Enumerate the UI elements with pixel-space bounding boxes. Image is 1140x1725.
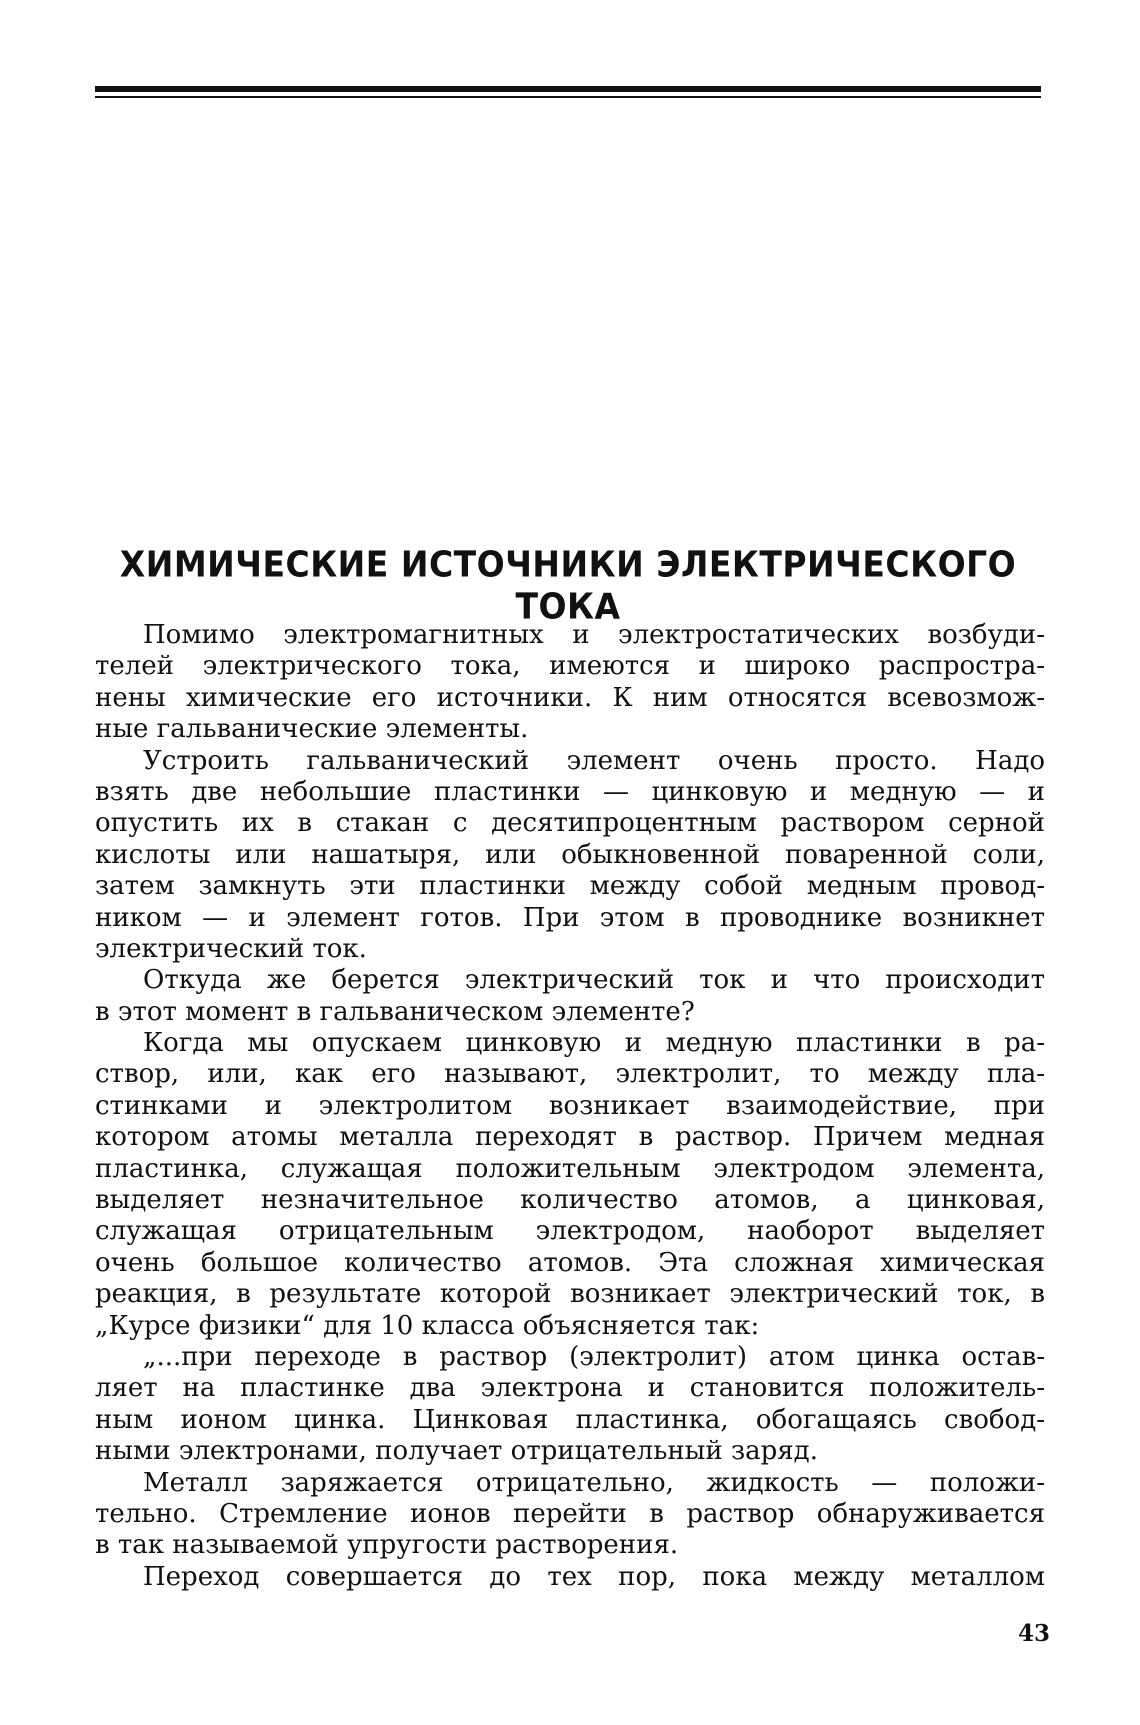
text-line: стинками и электролитом возникает взаимодействие, при <box>95 1090 1045 1121</box>
text-line: ником — и элемент готов. При этом в проводнике возникнет <box>95 902 1045 933</box>
text-line: створ, или, как его называют, электролит, то между пла- <box>95 1059 1045 1090</box>
paragraph <box>95 1028 1045 1342</box>
paragraph <box>95 620 1045 746</box>
text-line: „...при переходе в раствор (электролит) атом цинка остав- <box>143 1341 1045 1372</box>
text-line: Переход совершается до тех пор, пока между металлом <box>143 1561 1045 1592</box>
text-line: „Курсе физики“ для 10 класса объясняется так: <box>95 1310 760 1341</box>
text-line: нены химические его источники. К ним относятся всевозмож- <box>95 682 1045 713</box>
text-line: очень большое количество атомов. Эта сложная химическая <box>95 1247 1045 1278</box>
text-line: опустить их в стакан с десятипроцентным раствором серной <box>95 808 1045 839</box>
text-line: Устроить гальванический элемент очень просто. Надо <box>143 745 1045 776</box>
text-line: служащая отрицательным электродом, наоборот выделяет <box>95 1216 1045 1247</box>
paragraph <box>95 1468 1045 1562</box>
page-number: 43 <box>1018 1620 1051 1647</box>
text-line: Помимо электромагнитных и электростатических возбуди- <box>143 620 1045 650</box>
text-line: ные гальванические элементы. <box>95 714 529 745</box>
text-line: Металл заряжается отрицательно, жидкость — положи- <box>143 1467 1045 1498</box>
text-line: в так называемой упругости растворения. <box>95 1530 679 1561</box>
header-rule-thin <box>95 96 1041 98</box>
text-line: пластинка, служащая положительным электродом элемента, <box>95 1153 1045 1184</box>
text-line: электрический ток. <box>95 933 367 964</box>
text-line: ным ионом цинка. Цинковая пластинка, обогащаясь свобод- <box>95 1404 1045 1435</box>
header-rule <box>95 86 1041 104</box>
paragraph <box>95 746 1045 966</box>
text-line: Откуда же берется электрический ток и что происходит <box>143 965 1045 996</box>
header-rule-thick <box>95 86 1041 92</box>
chapter-title: ХИМИЧЕСКИЕ ИСТОЧНИКИ ЭЛЕКТРИЧЕСКОГО ТОКА <box>119 542 1017 628</box>
quote-paragraph <box>95 1342 1045 1468</box>
text-line: телей электрического тока, имеются и широко распростра- <box>95 651 1045 682</box>
text-line: выделяет незначительное количество атомов, а цинковая, <box>95 1185 1045 1216</box>
text-line: реакция, в результате которой возникает электрический ток, в <box>95 1279 1045 1310</box>
text-line: кислоты или нашатыря, или обыкновенной поваренной соли, <box>95 839 1045 870</box>
text-line: в этот момент в гальваническом элементе? <box>95 996 695 1027</box>
text-line: затем замкнуть эти пластинки между собой медным провод- <box>95 871 1045 902</box>
text-line: взять две небольшие пластинки — цинковую и медную — и <box>95 776 1045 807</box>
text-line: тельно. Стремление ионов перейти в раствор обнаруживается <box>95 1498 1045 1529</box>
text-line: котором атомы металла переходят в раствор. Причем медная <box>95 1122 1045 1153</box>
text-line: ляет на пластинке два электрона и становится положитель- <box>95 1373 1045 1404</box>
paragraph <box>95 1562 1045 1593</box>
text-line: Когда мы опускаем цинковую и медную пластинки в ра- <box>143 1028 1045 1059</box>
body-text <box>95 620 1045 1593</box>
text-line: ными электронами, получает отрицательный заряд. <box>95 1436 818 1467</box>
paragraph <box>95 965 1045 1028</box>
